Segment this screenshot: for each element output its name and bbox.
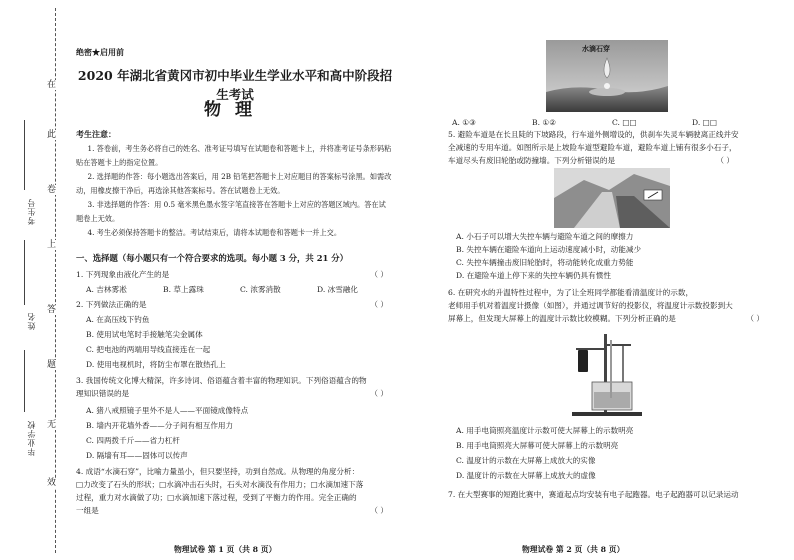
question-6: 6. 在研究水的升温特性过程中，为了让全班同学都能看清温度计的示数， 老师用手机对着温度计摄像（如图），并通过调节好的投影仪，将温度计示数投影到大 屏幕上，但发现大屏幕上的温度计示数比较模糊。下列分析正确的是 （ ） xyxy=(448,288,764,323)
candidate-number-field[interactable] xyxy=(24,120,25,190)
option: A. 用手电筒照亮温度计示数可使大屏幕上的示数明亮 xyxy=(456,426,634,435)
page-footer: 物理试卷 第 2 页（共 8 页） xyxy=(522,545,625,554)
option: C. □□ xyxy=(612,118,637,127)
option: D. 冰雪融化 xyxy=(317,285,359,294)
seal-char: 上 xyxy=(47,240,57,250)
option: C. 温度计的示数在大屏幕上成放大的实像 xyxy=(456,456,596,465)
question-1-options xyxy=(86,283,394,296)
escape-ramp-picture xyxy=(554,168,670,228)
option: C. 失控车辆撞击废旧轮胎时，将动能转化成重力势能 xyxy=(456,258,634,267)
binding-margin xyxy=(0,0,72,560)
seal-char: 卷 xyxy=(47,185,57,195)
option: B. ①② xyxy=(532,118,557,127)
option: B. 失控车辆在避险车道向上运动速度减小时，动能减少 xyxy=(456,245,642,254)
option: D. 隔墙有耳——固体可以传声 xyxy=(86,451,188,460)
option: B. 使用试电笔时手接触笔尖金属体 xyxy=(86,330,203,339)
thermometer-experiment-picture xyxy=(564,330,654,418)
school-field[interactable] xyxy=(24,350,25,412)
exam-title: 2020 年湖北省黄冈市初中毕业生学业水平和高中阶段招 生考试 xyxy=(77,68,393,102)
option: A. 吉林雾凇 xyxy=(86,285,127,294)
seal-char: 答 xyxy=(47,305,57,315)
answer-paren: （ ） xyxy=(370,389,388,398)
seal-char: 题 xyxy=(47,360,57,370)
notice-heading: 考生注意： xyxy=(76,129,116,139)
option: D. 在避险车道上停下来的失控车辆仍具有惯性 xyxy=(456,271,611,280)
option: A. 猪八戒照镜子里外不是人——平面镜成像特点 xyxy=(86,406,249,415)
picture-caption: 水滴石穿 xyxy=(582,44,610,53)
option: C. 浓雾消散 xyxy=(240,285,281,294)
option: C. 四两拨千斤——省力杠杆 xyxy=(86,436,180,445)
question-7: 7. 在大型赛事的短跑比赛中，赛道起点均安装有电子起跑器。电子起跑器可以记录运动 xyxy=(448,490,739,499)
question-5: 5. 避险车道是在长且陡的下坡路段，行车道外侧增设的，供刹车失灵车辆驶离正线并安 全减速的专用车道。如图所示是上坡险车道型避险车道，避险车道上铺有很多小石子， 车道尽头有废旧轮胎或防撞墙。下列分析错误的是 （ ） xyxy=(448,130,739,165)
section-heading: 一、选择题（每小题只有一个符合要求的选项。每小题 3 分，共 21 分） xyxy=(76,253,349,263)
notice-item: 3. 非选择题的作答：用 0.5 毫米黑色墨水签字笔直接答在答题卡上对应的答题区域内。答在试题卷上无效。 xyxy=(76,200,386,223)
question-2: 2. 下列做法正确的是 （ ） xyxy=(76,300,388,309)
question-4: 4. 成语“水滴石穿”，比喻力量虽小，但只要坚持，功到自然成。从物理的角度分析： □力改变了石头的形状；□水滴冲击石头时，石头对水滴没有作用力；□水滴加速下落 过程，重力对水滴做了功；□水滴加速下落过程，受到了平衡力的作用。完全正确的 一组是 （ ） xyxy=(76,467,388,515)
option: A. 在高压线下钓鱼 xyxy=(86,315,150,324)
answer-paren: （ ） xyxy=(746,314,764,323)
option: D. 使用电视机时，将防尘布罩在散热孔上 xyxy=(86,360,226,369)
notice-item: 1. 答卷前，考生务必将自己的姓名、准考证号填写在试题卷和答题卡上，并将准考证号条形码粘贴在答题卡上的指定位置。 xyxy=(76,144,392,167)
answer-paren: （ ） xyxy=(370,270,388,279)
page-1 xyxy=(74,0,396,560)
seal-char: 无 xyxy=(47,420,57,430)
option: D. □□ xyxy=(692,118,717,127)
seal-char: 在 xyxy=(47,80,57,90)
option: B. 墙内开花墙外香——分子间有相互作用力 xyxy=(86,421,234,430)
candidate-number-label: 考生号 xyxy=(27,198,36,225)
secret-label: 绝密★启用前 xyxy=(76,47,124,57)
name-label: 姓名 xyxy=(27,312,36,330)
option: C. 把电池的两端用导线直接连在一起 xyxy=(86,345,211,354)
name-field[interactable] xyxy=(24,240,25,305)
question-1: 1. 下列现象由液化产生的是 （ ） xyxy=(76,270,388,279)
answer-paren: （ ） xyxy=(370,300,388,309)
seal-char: 效 xyxy=(47,478,57,488)
option: D. 温度计的示数在大屏幕上成放大的虚像 xyxy=(456,471,596,480)
subject-title: 物理 xyxy=(204,100,266,120)
option: A. 小石子可以增大失控车辆与避险车道之间的摩擦力 xyxy=(456,232,634,241)
option: A. ①③ xyxy=(452,118,476,127)
answer-paren: （ ） xyxy=(370,506,388,515)
seal-char: 此 xyxy=(47,130,57,140)
question-3: 3. 我国传统文化博大精深，许多诗词、俗语蕴含着丰富的物理知识。下列俗语蕴含的物 理知识错误的是 （ ） xyxy=(76,376,388,398)
notice-item: 2. 选择题的作答：每小题选出答案后，用 2B 铅笔把答题卡上对应题目的答案标号涂黑。如需改动，用橡皮擦干净后，再选涂其他答案标号。答在试题卷上无效。 xyxy=(76,172,392,195)
school-label: 毕业学校 xyxy=(27,420,36,456)
option: B. 草上露珠 xyxy=(163,285,204,294)
page-footer: 物理试卷 第 1 页（共 8 页） xyxy=(174,545,277,554)
option: B. 用手电筒照亮大屏幕可使大屏幕上的示数明亮 xyxy=(456,441,619,450)
notice-item: 4. 考生必须保持答题卡的整洁。考试结束后，请将本试题卷和答题卡一并上交。 xyxy=(87,228,342,237)
page-2 xyxy=(446,0,776,560)
answer-paren: （ ） xyxy=(716,156,734,165)
